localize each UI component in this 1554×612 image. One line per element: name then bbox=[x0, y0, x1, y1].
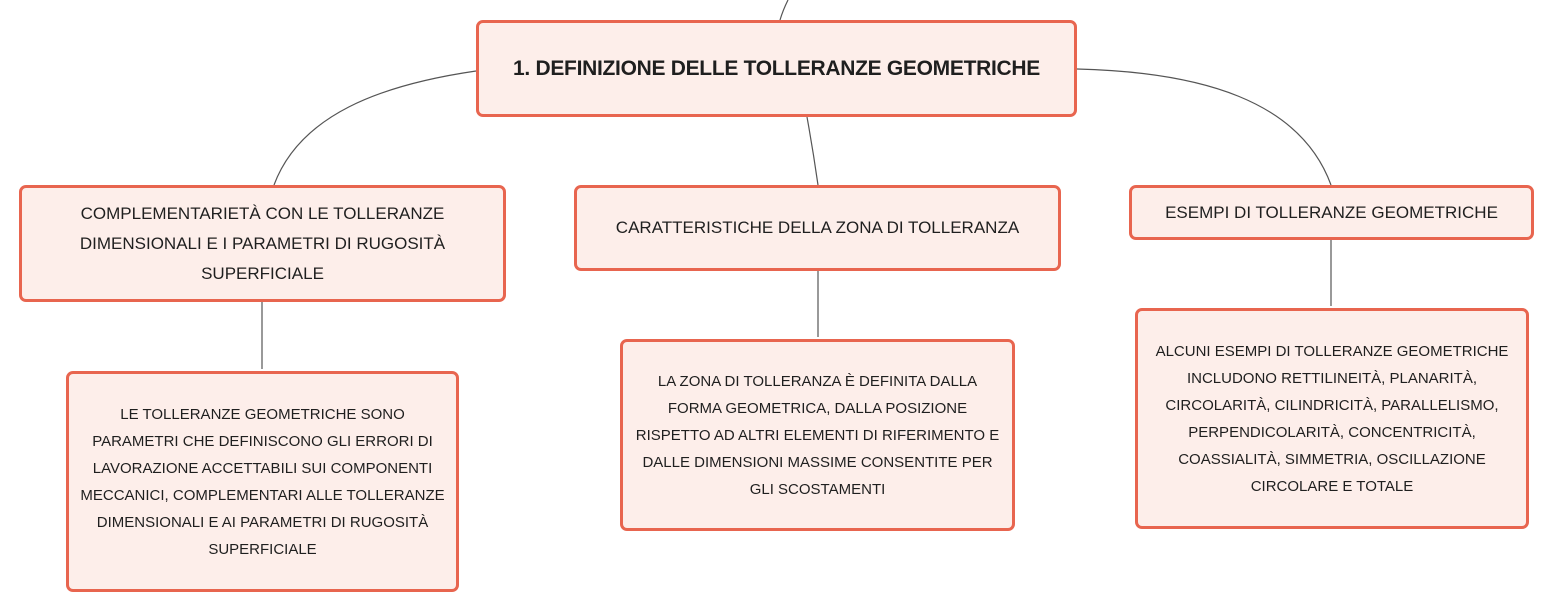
branch-node-label: CARATTERISTICHE DELLA ZONA DI TOLLERANZA bbox=[615, 218, 1020, 237]
connector-root-to-branch-3 bbox=[1077, 69, 1331, 185]
detail-node-text: ALCUNI ESEMPI DI TOLLERANZE GEOMETRICHE INCLUDONO RETTILINEITÀ, PLANARITÀ, CIRCOLARITÀ, CILINDRICITÀ, PARALLELISMO, PERPENDICOLARITÀ, CONCENTRICITÀ, COASSIALITÀ, SIMMETRIA, OSCILLAZIONE CIRCOLARE E TOTALE bbox=[1155, 342, 1509, 495]
connector-root-to-branch-2 bbox=[807, 117, 818, 185]
detail-node-esempi[interactable] bbox=[1135, 308, 1529, 529]
root-topic-label: 1. DEFINIZIONE DELLE TOLLERANZE GEOMETRICHE bbox=[513, 56, 1040, 80]
detail-node-zona-tolleranza[interactable] bbox=[620, 339, 1015, 531]
detail-node-text: LA ZONA DI TOLLERANZA È DEFINITA DALLA FORMA GEOMETRICA, DALLA POSIZIONE RISPETTO AD ALTRI ELEMENTI DI RIFERIMENTO E DALLE DIMENSIONI MASSIME CONSENTITE PER GLI SCOSTAMENTI bbox=[635, 372, 1000, 498]
branch-node-complementarita[interactable] bbox=[19, 185, 506, 302]
root-topic-node[interactable] bbox=[476, 20, 1077, 117]
connector-root-to-branch-1 bbox=[274, 71, 476, 185]
detail-node-text: LE TOLLERANZE GEOMETRICHE SONO PARAMETRI CHE DEFINISCONO GLI ERRORI DI LAVORAZIONE ACCETTABILI SUI COMPONENTI MECCANICI, COMPLEMENTARI ALLE TOLLERANZE DIMENSIONALI E AI PARAMETRI DI RUGOSITÀ SUPERFICIALE bbox=[80, 405, 445, 558]
branch-node-zona-tolleranza[interactable] bbox=[574, 185, 1061, 271]
branch-node-label: ESEMPI DI TOLLERANZE GEOMETRICHE bbox=[1165, 202, 1498, 222]
branch-node-label: COMPLEMENTARIETÀ CON LE TOLLERANZE DIMENSIONALI E I PARAMETRI DI RUGOSITÀ SUPERFICIALE bbox=[79, 203, 446, 283]
detail-node-complementarita[interactable] bbox=[66, 371, 459, 592]
branch-node-esempi[interactable] bbox=[1129, 185, 1534, 240]
connector-parent-to-root bbox=[780, 0, 788, 20]
